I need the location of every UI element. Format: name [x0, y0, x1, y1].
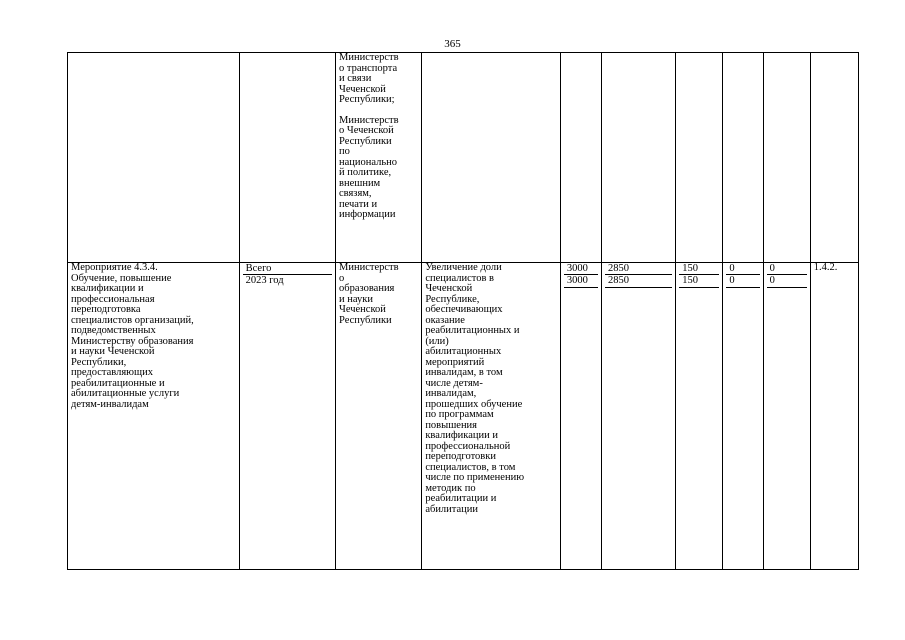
text-line: реабилитационные и	[71, 377, 165, 389]
text-line: Чеченской	[425, 283, 473, 294]
funding-regional-2023: 150	[679, 275, 719, 288]
text-line: национально	[339, 156, 398, 168]
text-line: Республики,	[71, 356, 127, 368]
text-line: Увеличение доли	[425, 262, 502, 273]
funding-federal-cell	[601, 263, 675, 570]
event-name-cell	[68, 53, 240, 263]
text-line: и связи	[339, 73, 372, 84]
funding-local-2023: 0	[726, 275, 759, 288]
text-line: профессиональная	[71, 293, 155, 305]
funding-other-all: 0	[767, 263, 807, 275]
funding-regional-all: 150	[679, 263, 719, 275]
funding-regional-cell	[676, 263, 723, 570]
text-line: квалификации и	[71, 283, 144, 294]
text-line: реабилитационных и	[425, 325, 520, 336]
text-line: Министерств	[339, 262, 399, 273]
text-line: Чеченской	[339, 304, 386, 315]
funding-federal-all: 2850	[605, 263, 672, 275]
indicator-cell	[810, 263, 858, 570]
funding-regional-cell	[676, 53, 723, 263]
executor-cell	[336, 263, 422, 570]
text-line: связям,	[339, 188, 372, 199]
text-line: реабилитации и	[425, 493, 497, 504]
text-line: Министерств	[339, 114, 399, 126]
funding-local-cell	[723, 263, 763, 570]
funding-local-all: 0	[726, 263, 759, 275]
table-row-continuation	[68, 53, 859, 263]
period-year: 2023 год	[245, 275, 284, 286]
funding-other-cell	[763, 263, 810, 570]
text-line: специалистов в	[425, 272, 495, 284]
text-line: и науки Чеченской	[71, 346, 155, 357]
text-line: специалистов, в том	[425, 461, 516, 473]
text-line: переподготовки	[425, 451, 496, 462]
text-line: Республики	[339, 314, 392, 326]
text-line: специалистов организаций,	[71, 314, 194, 326]
page-number: 365	[444, 38, 461, 50]
text-line: абилитационные услуги	[71, 388, 180, 399]
text-line: Республики;	[339, 94, 395, 105]
table-row-event	[68, 263, 859, 570]
text-line: предоставляющих	[71, 367, 153, 378]
text-line: (или)	[425, 335, 449, 347]
funding-total-cell	[560, 53, 601, 263]
text-line: абилитации	[425, 503, 479, 515]
text-line: Республике,	[425, 293, 480, 305]
executor-cell	[336, 53, 422, 263]
text-line: о Чеченской	[339, 125, 394, 136]
text-line: Обучение, повышение	[71, 272, 172, 284]
text-line: повышения	[425, 419, 478, 431]
text-line: детям-инвалидам	[71, 398, 149, 410]
text-line: Мероприятие 4.3.4.	[71, 262, 158, 273]
funding-total-cell	[560, 263, 601, 570]
text-line: переподготовка	[71, 304, 141, 315]
text-line: образования	[339, 283, 395, 294]
funding-total-2023: 3000	[564, 275, 598, 288]
period-cell	[239, 263, 335, 570]
indicator-cell	[810, 53, 858, 263]
text-line: Министерству образования	[71, 335, 194, 347]
text-line: профессиональной	[425, 440, 511, 452]
text-line: методик по	[425, 482, 476, 494]
text-line: внешним	[339, 177, 381, 189]
text-line: инвалидам, в том	[425, 367, 503, 378]
funding-federal-2023: 2850	[605, 275, 672, 288]
executor-transport	[339, 53, 418, 106]
executor-national-policy	[339, 116, 418, 221]
text-line: Республики	[339, 135, 392, 147]
funding-other-cell	[763, 53, 810, 263]
text-line: и науки	[339, 293, 373, 305]
indicator-code: 1.4.2.	[813, 262, 838, 273]
text-line: числе детям-	[425, 377, 483, 389]
program-table	[67, 52, 859, 570]
text-line: информации	[339, 209, 396, 220]
text-line: абилитационных	[425, 346, 502, 357]
text-line: й политике,	[339, 167, 392, 178]
text-line: прошедших обучение	[425, 398, 523, 410]
text-line: печати и	[339, 198, 378, 210]
text-line: инвалидам,	[425, 388, 477, 399]
text-line: квалификации и	[425, 430, 498, 441]
text-line: обеспечивающих	[425, 304, 503, 315]
funding-federal-cell	[601, 53, 675, 263]
funding-total-all: 3000	[564, 263, 598, 275]
event-name-cell	[68, 263, 240, 570]
text-line: о транспорта	[339, 62, 398, 74]
text-line: подведомственных	[71, 325, 156, 336]
result-cell	[422, 263, 561, 570]
result-cell	[422, 53, 561, 263]
text-line: о	[339, 272, 345, 284]
text-line: мероприятий	[425, 356, 485, 368]
funding-other-2023: 0	[767, 275, 807, 288]
period-cell	[239, 53, 335, 263]
text-line: оказание	[425, 314, 465, 326]
text-line: Чеченской	[339, 83, 386, 95]
text-line: числе по применению	[425, 472, 525, 483]
funding-local-cell	[723, 53, 763, 263]
period-total: Всего	[243, 263, 332, 275]
text-line: по программам	[425, 409, 494, 420]
text-line: Министерств	[339, 52, 399, 63]
text-line: по	[339, 146, 350, 157]
